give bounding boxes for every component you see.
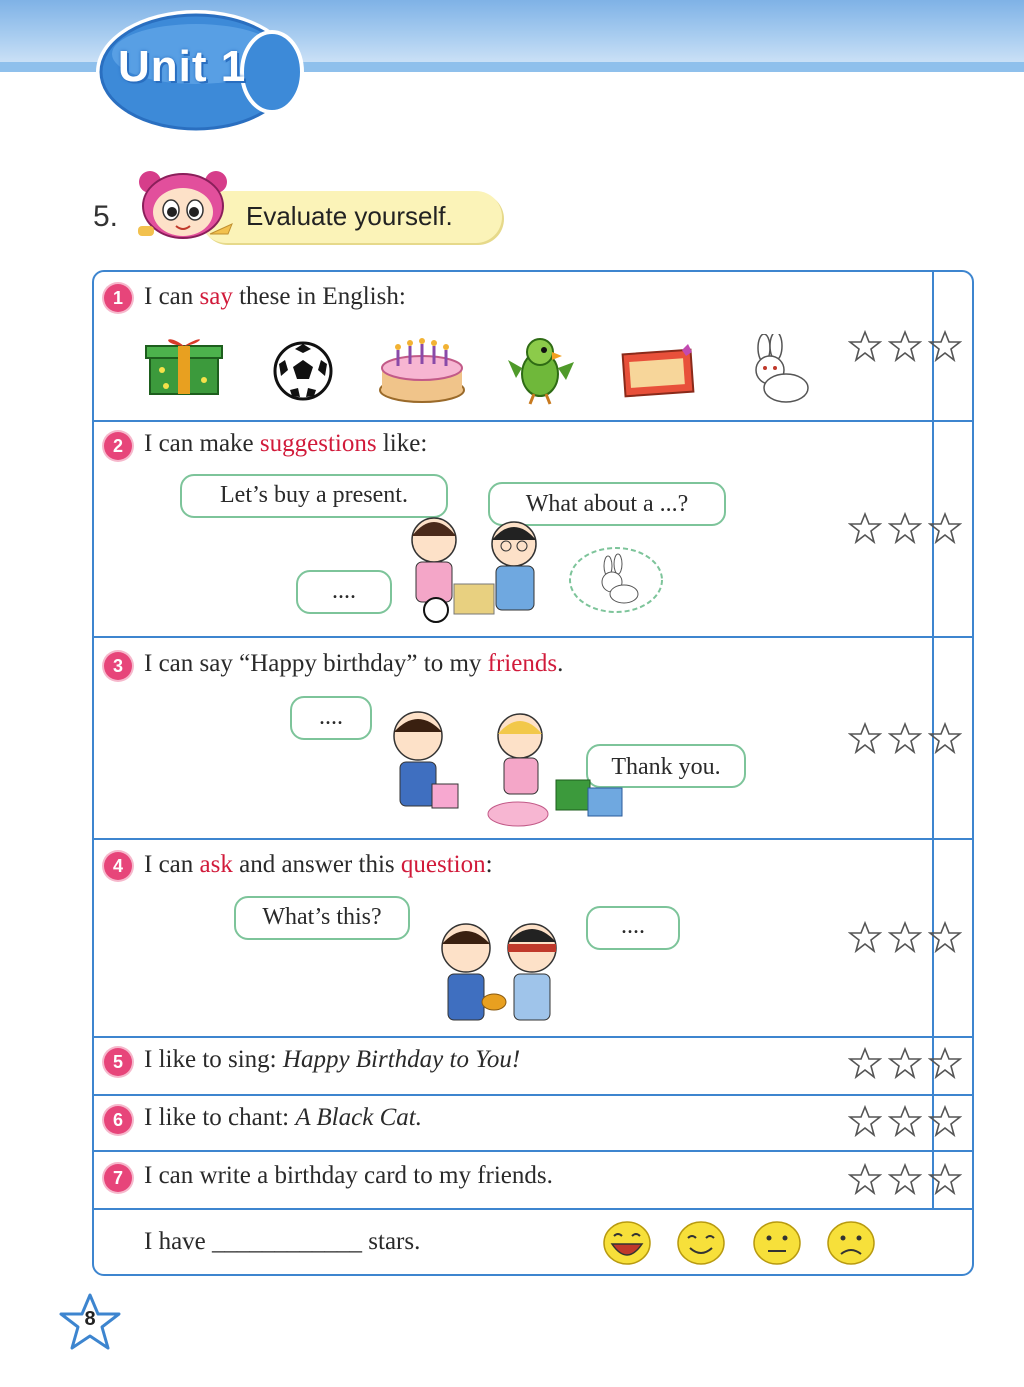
star-outline-icon[interactable] <box>888 1104 922 1138</box>
item-number: 6 <box>104 1106 132 1134</box>
star-outline-icon[interactable] <box>888 1162 922 1196</box>
sad-face-icon[interactable] <box>826 1220 876 1266</box>
star-outline-icon[interactable] <box>888 511 922 545</box>
star-outline-icon[interactable] <box>848 1046 882 1080</box>
section-number: 5. <box>93 200 119 233</box>
gift-icon <box>144 334 224 396</box>
rabbit-icon <box>740 334 812 406</box>
star-outline-icon[interactable] <box>888 920 922 954</box>
star-outline-icon[interactable] <box>928 1162 962 1196</box>
rating-stars[interactable] <box>848 920 968 954</box>
birthday-card-icon <box>620 342 698 398</box>
item-number: 5 <box>104 1048 132 1076</box>
star-outline-icon[interactable] <box>848 1162 882 1196</box>
speech-bubble: .... <box>296 570 392 614</box>
rating-stars[interactable] <box>848 1046 968 1080</box>
speech-bubble: .... <box>586 906 680 950</box>
stars-blank[interactable]: ____________ <box>212 1228 363 1255</box>
rating-stars[interactable] <box>848 1104 968 1138</box>
star-outline-icon[interactable] <box>928 920 962 954</box>
star-outline-icon[interactable] <box>928 1046 962 1080</box>
parrot-icon <box>506 334 576 406</box>
rating-stars[interactable] <box>848 1162 968 1196</box>
star-outline-icon[interactable] <box>888 1046 922 1080</box>
page-number: 8 <box>84 1308 96 1330</box>
row-divider <box>94 1208 972 1210</box>
row-divider <box>94 1150 972 1152</box>
speech-bubble: What about a ...? <box>488 482 726 526</box>
star-outline-icon[interactable] <box>848 511 882 545</box>
speech-bubble: Thank you. <box>586 744 746 788</box>
star-outline-icon[interactable] <box>928 1104 962 1138</box>
row-2-text: I can make suggestions like: <box>144 430 428 457</box>
star-outline-icon[interactable] <box>848 721 882 755</box>
unit-title: Unit 1 <box>118 42 247 91</box>
section-title: Evaluate yourself. <box>246 201 453 231</box>
laughing-face-icon[interactable] <box>602 1220 652 1266</box>
mascot-icon <box>128 168 238 250</box>
item-number: 4 <box>104 852 132 880</box>
row-6-text: I like to chant: A Black Cat. <box>144 1104 422 1131</box>
row-4-text: I can ask and answer this question: <box>144 851 493 878</box>
summary-text: I have ____________ stars. <box>144 1228 421 1255</box>
star-outline-icon[interactable] <box>928 721 962 755</box>
rating-stars[interactable] <box>848 721 968 755</box>
item-number: 7 <box>104 1164 132 1192</box>
row-divider <box>94 420 972 422</box>
rating-stars[interactable] <box>848 511 968 545</box>
row-1-text: I can say these in English: <box>144 283 406 310</box>
smiling-face-icon[interactable] <box>676 1220 726 1266</box>
children-illustration <box>390 500 560 626</box>
star-outline-icon[interactable] <box>888 721 922 755</box>
rating-stars[interactable] <box>848 329 968 363</box>
row-5-text: I like to sing: Happy Birthday to You! <box>144 1046 521 1073</box>
row-3-text: I can say “Happy birthday” to my friends. <box>144 650 564 677</box>
speech-bubble: Let’s buy a present. <box>180 474 448 518</box>
star-outline-icon[interactable] <box>928 511 962 545</box>
speech-bubble: .... <box>290 696 372 740</box>
star-outline-icon[interactable] <box>848 1104 882 1138</box>
star-outline-icon[interactable] <box>848 920 882 954</box>
guessing-game-illustration <box>428 918 570 1026</box>
star-outline-icon[interactable] <box>848 329 882 363</box>
row-divider <box>94 1094 972 1096</box>
neutral-face-icon[interactable] <box>752 1220 802 1266</box>
thought-bubble-rabbit <box>566 544 664 614</box>
item-number: 2 <box>104 432 132 460</box>
soccer-ball-icon <box>272 340 334 402</box>
row-divider <box>94 1036 972 1038</box>
item-number: 1 <box>104 284 132 312</box>
birthday-cake-icon <box>378 336 466 404</box>
row-7-text: I can write a birthday card to my friends. <box>144 1162 553 1189</box>
speech-bubble: What’s this? <box>234 896 410 940</box>
star-outline-icon[interactable] <box>888 329 922 363</box>
row-divider <box>94 636 972 638</box>
birthday-scene-illustration <box>380 706 630 830</box>
item-number: 3 <box>104 652 132 680</box>
star-outline-icon[interactable] <box>928 329 962 363</box>
row-divider <box>94 838 972 840</box>
